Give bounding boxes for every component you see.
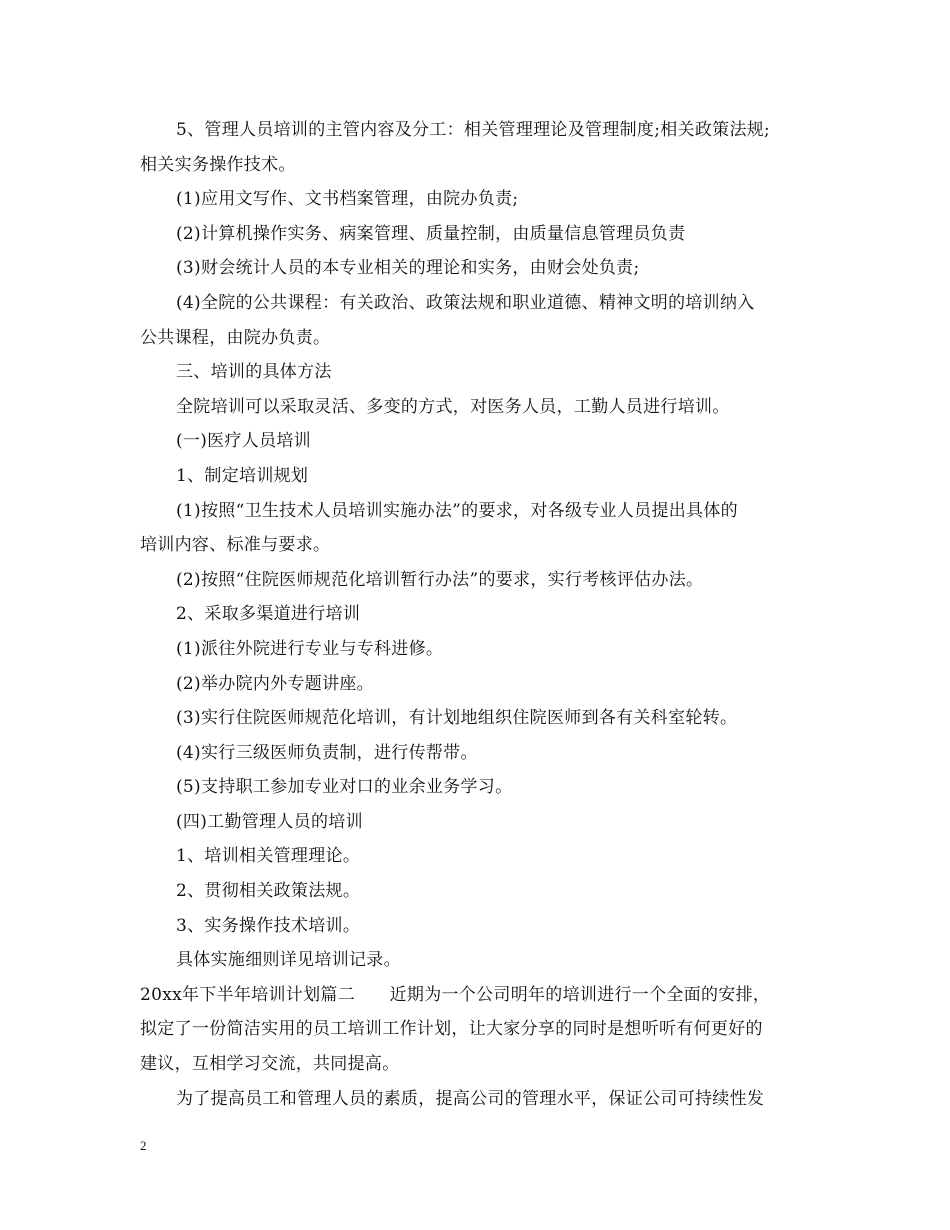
text-line: 建议，互相学习交流，共同提高。: [140, 1054, 400, 1075]
text-line: (2)按照“住院医师规范化培训暂行办法”的要求，实行考核评估办法。: [176, 569, 704, 590]
text-line: 3、实务操作技术培训。: [176, 915, 361, 936]
text-line: (3)财会统计人员的本专业相关的理论和实务，由财会处负责;: [176, 258, 640, 279]
text-line: (2)举办院内外专题讲座。: [176, 673, 374, 694]
text-line: (1)按照“卫生技术人员培训实施办法”的要求，对各级专业人员提出具体的: [176, 500, 738, 521]
text-line: (1)派往外院进行专业与专科进修。: [176, 638, 444, 659]
text-line: 5、管理人员培训的主管内容及分工：相关管理理论及管理制度;相关政策法规;: [176, 120, 771, 140]
text-line: 三、培训的具体方法: [176, 362, 332, 383]
text-line: (四)工勤管理人员的培训: [176, 811, 363, 832]
page-number: 2: [140, 1138, 147, 1153]
text-line: (5)支持职工参加专业对口的业余业务学习。: [176, 777, 513, 798]
text-line: 全院培训可以采取灵活、多变的方式，对医务人员，工勤人员进行培训。: [176, 396, 730, 417]
text-line: 为了提高员工和管理人员的素质，提高公司的管理水平，保证公司可持续性发: [176, 1088, 765, 1109]
document-body: [140, 113, 830, 1116]
text-line: 1、培训相关管理理论。: [176, 846, 361, 867]
text-line: (1)应用文写作、文书档案管理，由院办负责;: [176, 189, 519, 210]
text-line: (一)医疗人员培训: [176, 431, 311, 452]
text-line: 培训内容、标准与要求。: [140, 535, 331, 556]
text-line: 20xx年下半年培训计划篇二 近期为一个公司明年的培训进行一个全面的安排，: [140, 984, 771, 1005]
text-line: 相关实务操作技术。: [140, 154, 296, 175]
text-line: (3)实行住院医师规范化培训，有计划地组织住院医师到各有关科室轮转。: [176, 708, 738, 729]
text-line: 1、制定培训规划: [176, 465, 309, 486]
text-line: (2)计算机操作实务、病案管理、质量控制，由质量信息管理员负责: [176, 223, 686, 244]
text-line: 2、采取多渠道进行培训: [176, 604, 361, 625]
text-line: 具体实施细则详见培训记录。: [176, 950, 401, 971]
text-line: 2、贯彻相关政策法规。: [176, 881, 361, 902]
text-line: 公共课程，由院办负责。: [140, 327, 331, 348]
text-line: (4)实行三级医师负责制，进行传帮带。: [176, 742, 478, 763]
text-line: 拟定了一份简洁实用的员工培训工作计划，让大家分享的同时是想听听有何更好的: [140, 1019, 763, 1040]
text-line: (4)全院的公共课程：有关政治、政策法规和职业道德、精神文明的培训纳入: [176, 292, 755, 313]
